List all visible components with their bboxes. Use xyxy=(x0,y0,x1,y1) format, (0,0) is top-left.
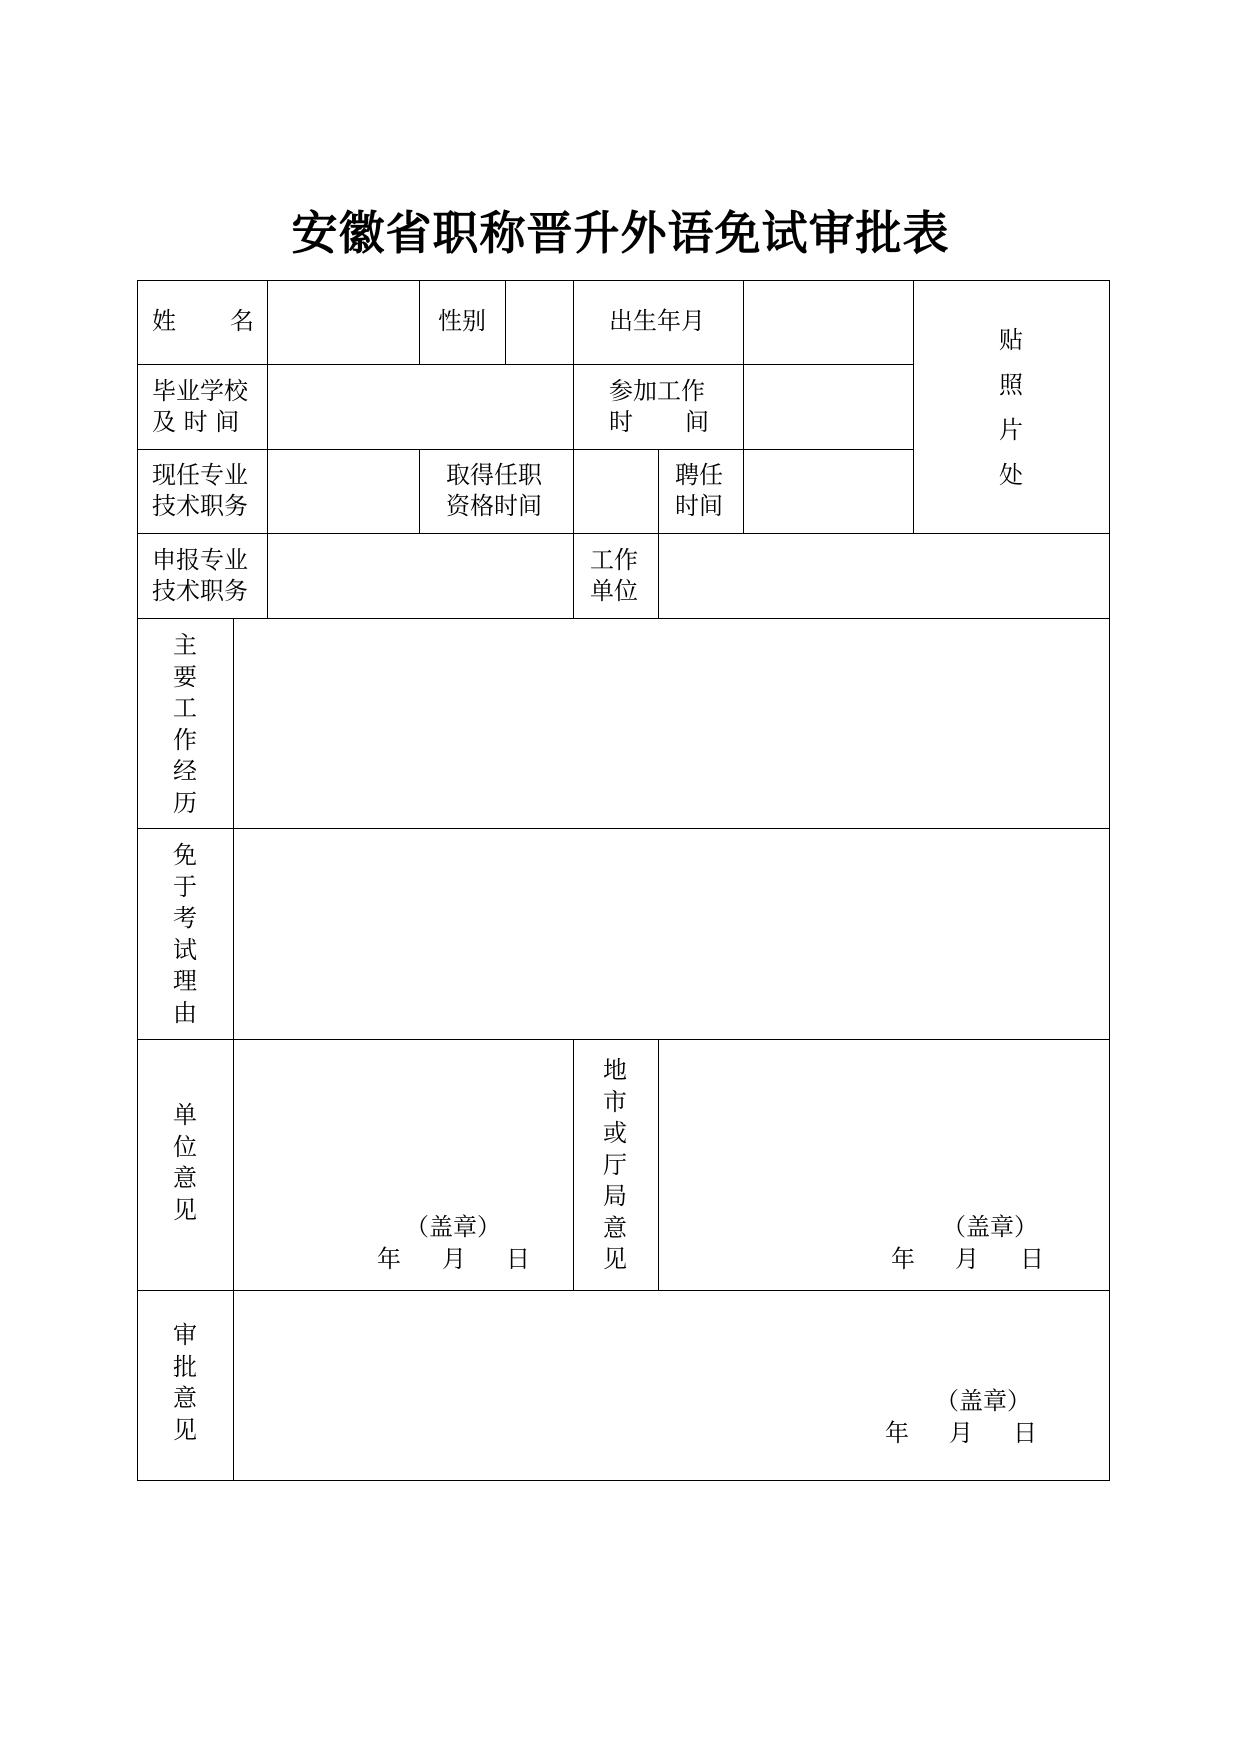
row-line-7 xyxy=(137,1290,1110,1291)
approval-form-table xyxy=(137,280,1110,1481)
unit-date-day: 日 xyxy=(506,1245,530,1273)
city-date-year: 年 xyxy=(891,1245,915,1273)
photo-placeholder: 贴 照 片 处 xyxy=(999,326,1023,489)
qualify-time-label: 取得任职 资格时间 xyxy=(446,461,542,520)
unit-opinion-label: 单 位 意 见 xyxy=(173,1101,197,1224)
row-line-5 xyxy=(137,828,1110,829)
col-line-gender-right xyxy=(505,280,506,364)
page-title: 安徽省职称晋升外语免试审批表 xyxy=(291,206,950,260)
approval-date-month: 月 xyxy=(949,1419,973,1447)
col-line-gender-left xyxy=(419,280,420,364)
approval-date-day: 日 xyxy=(1013,1419,1037,1447)
unit-date-month: 月 xyxy=(442,1245,466,1273)
city-date-month: 月 xyxy=(955,1245,979,1273)
work-unit-label: 工作 单位 xyxy=(590,546,638,605)
hire-time-label: 聘任 时间 xyxy=(675,461,723,520)
col-line-label xyxy=(267,280,268,618)
work-start-label-2a: 时 xyxy=(609,408,633,436)
col-line-hire-left xyxy=(658,449,659,618)
row-line-1 xyxy=(137,364,913,365)
city-date-day: 日 xyxy=(1020,1245,1044,1273)
exemption-reason-label: 免 于 考 试 理 由 xyxy=(173,841,197,1027)
name-label-1: 姓 xyxy=(152,307,176,335)
col-line-qualify-left xyxy=(419,449,420,533)
col-line-opinion-mid xyxy=(573,1039,574,1290)
form-border xyxy=(137,280,1110,1481)
row-line-6 xyxy=(137,1039,1110,1040)
row-line-4 xyxy=(137,618,1110,619)
school-label: 毕业学校 及 时 间 xyxy=(152,377,248,436)
col-line-value-right xyxy=(743,280,744,533)
unit-date-year: 年 xyxy=(377,1245,401,1273)
work-start-label: 参加工作 xyxy=(609,377,705,405)
col-line-section-label xyxy=(233,618,234,1481)
experience-label: 主 要 工 作 经 历 xyxy=(173,631,197,817)
approval-opinion-label: 审 批 意 见 xyxy=(173,1321,197,1444)
current-title-label: 现任专业 技术职务 xyxy=(152,461,248,520)
city-opinion-label: 地 市 或 厅 局 意 见 xyxy=(603,1056,627,1273)
work-start-label-2b: 间 xyxy=(685,408,709,436)
col-line-opinion-label xyxy=(658,1039,659,1290)
city-seal-text: （盖章） xyxy=(942,1213,1038,1241)
name-label-2: 名 xyxy=(230,307,254,335)
col-line-photo-left xyxy=(913,280,914,533)
approval-seal-text: （盖章） xyxy=(935,1387,1031,1415)
col-line-mid xyxy=(573,280,574,618)
apply-title-label: 申报专业 技术职务 xyxy=(152,546,248,605)
row-line-3 xyxy=(137,533,1110,534)
birth-label: 出生年月 xyxy=(609,307,705,335)
unit-seal-text: （盖章） xyxy=(405,1213,501,1241)
approval-date-year: 年 xyxy=(885,1419,909,1447)
gender-label: 性别 xyxy=(438,307,486,335)
row-line-2 xyxy=(137,449,913,450)
